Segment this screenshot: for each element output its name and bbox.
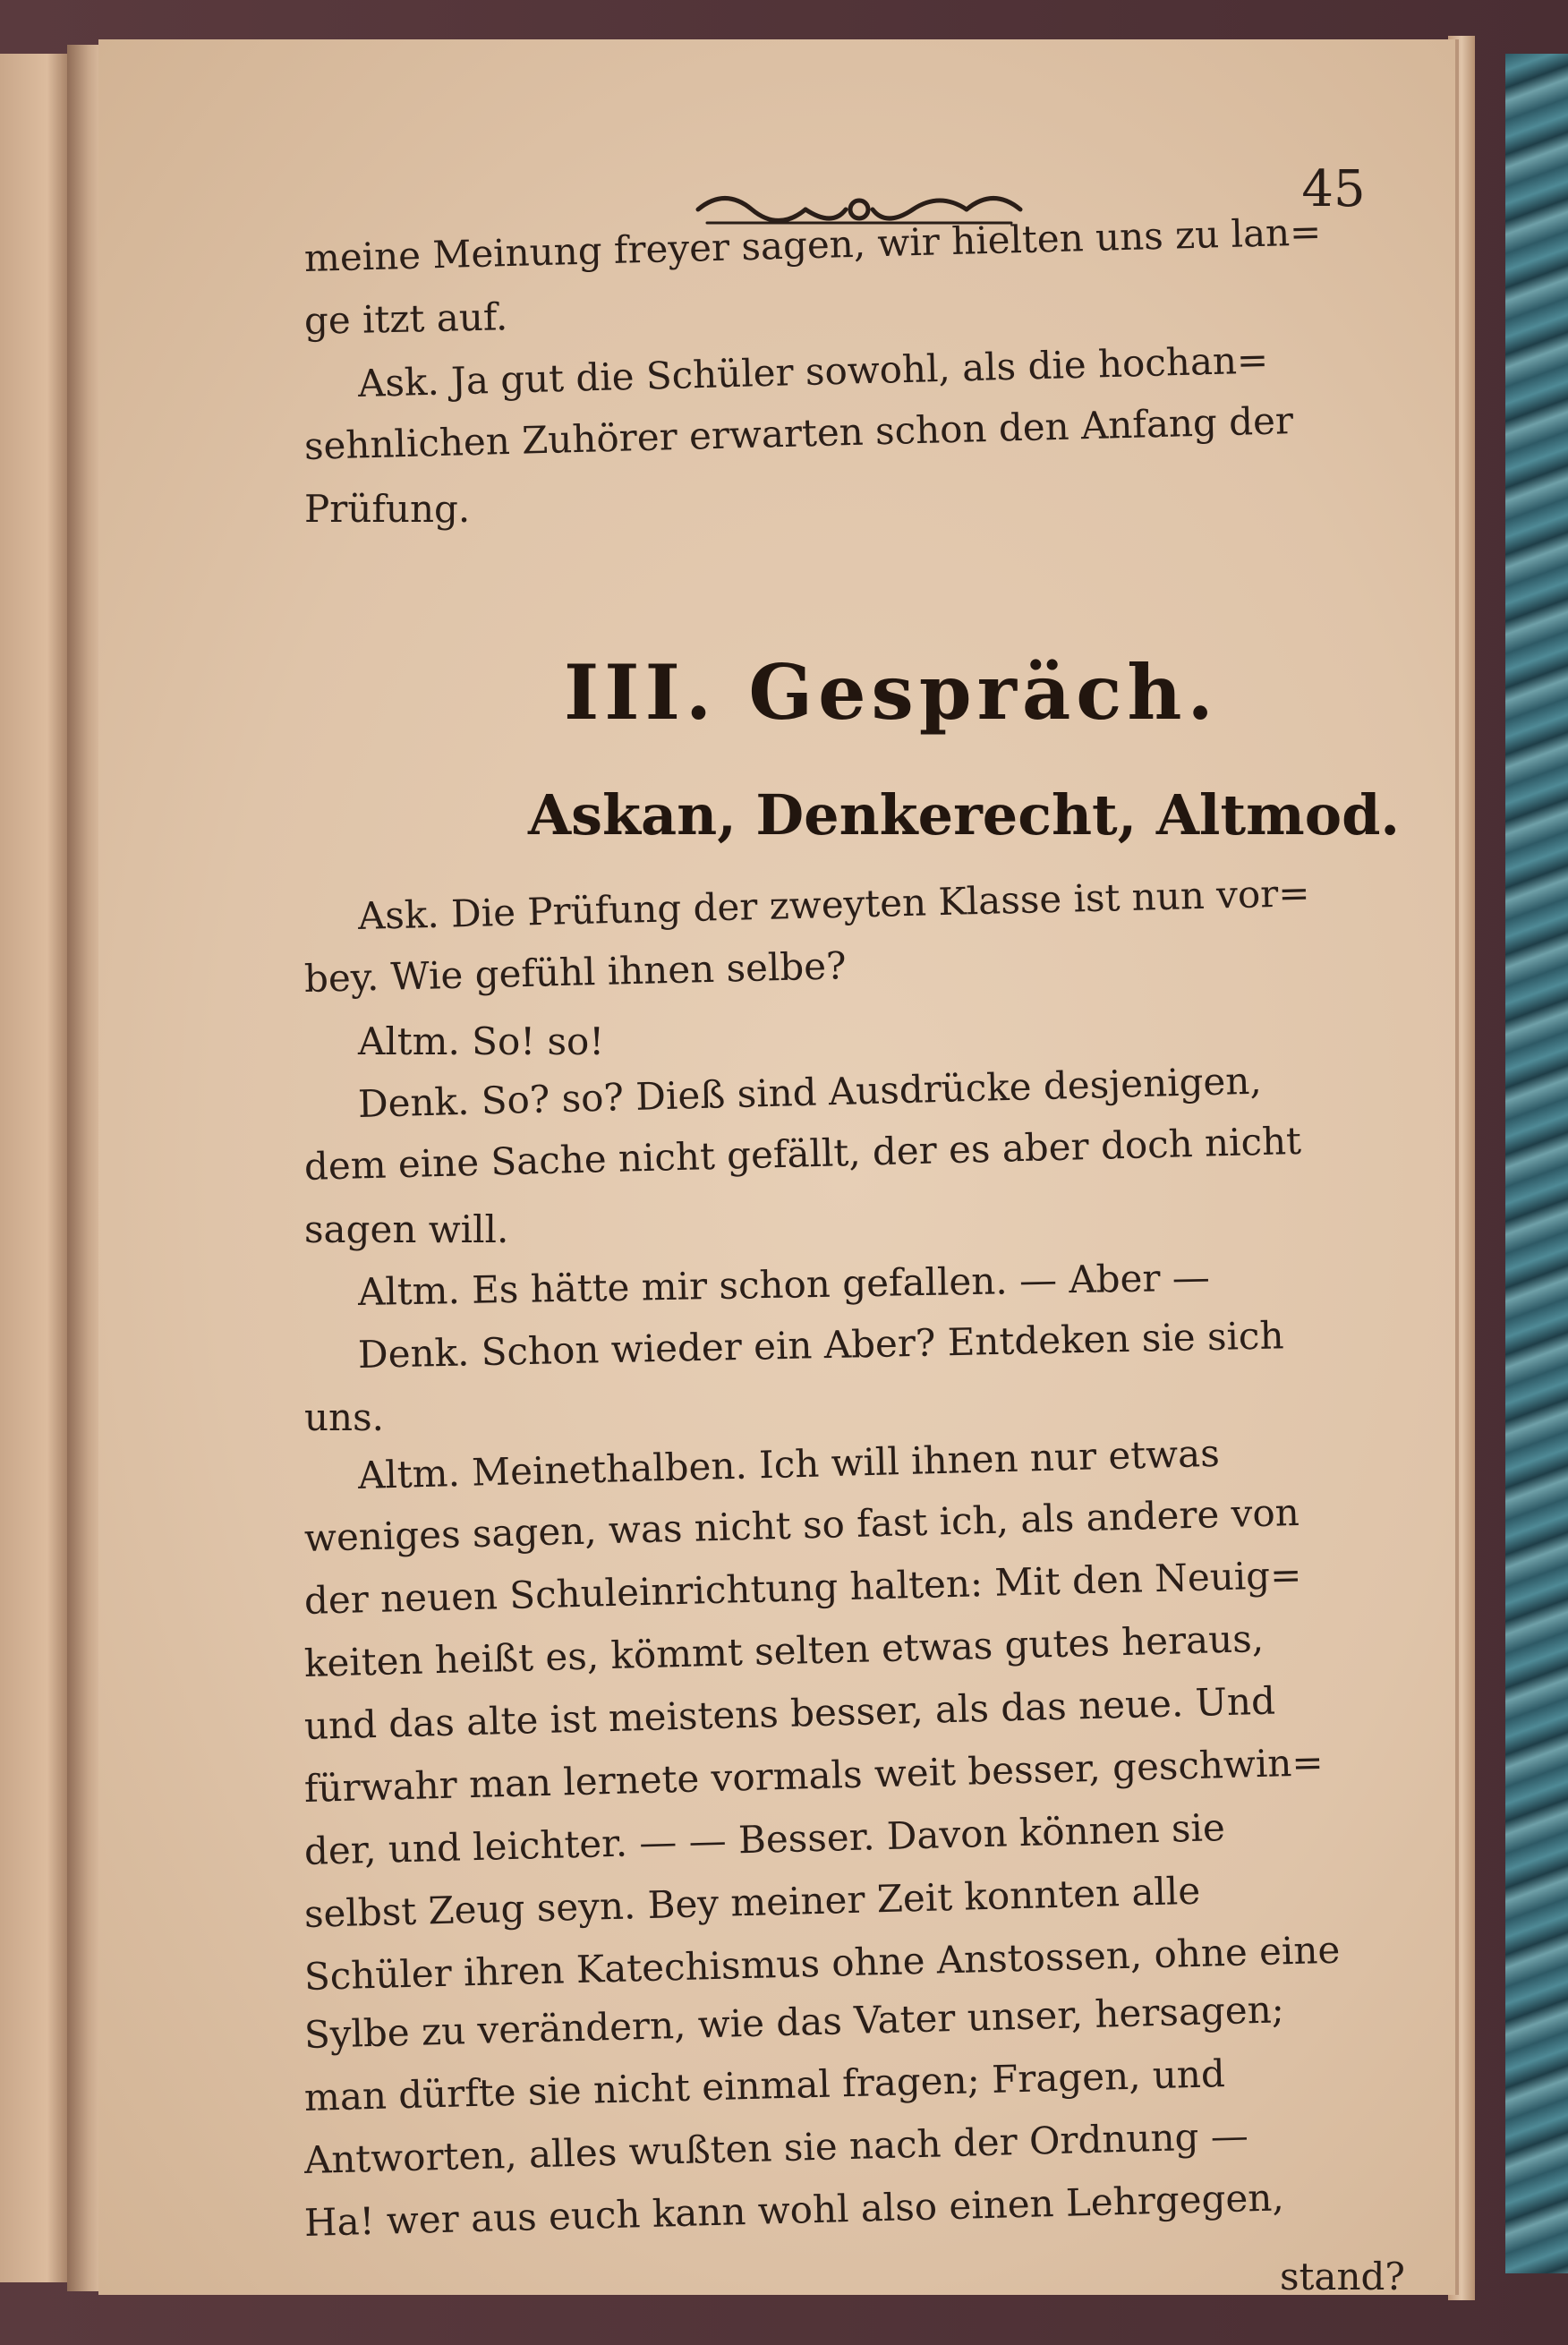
characters-line: Askan, Denkerecht, Altmod. — [528, 782, 1401, 848]
chapter-title: III. Gespräch. — [564, 648, 1219, 737]
dialogue-line: Denk. Schon wieder ein Aber? Entdeken sie sich — [357, 1313, 1284, 1377]
dialogue-line: Altm. Meinethalben. Ich will ihnen nur etwas — [357, 1430, 1221, 1497]
text-line: sehnlichen Zuhörer erwarten schon den Anfang der — [303, 398, 1294, 468]
dialogue-line: weniges sagen, was nicht so fast ich, als andere von — [303, 1489, 1300, 1560]
marbled-cover-edge — [1505, 54, 1568, 2273]
dialogue-line: dem eine Sache nicht gefällt, der es aber doch nicht — [303, 1118, 1302, 1189]
catchword: stand? — [1280, 2255, 1405, 2298]
dialogue-line: Schüler ihren Katechismus ohne Anstossen, ohne eine — [303, 1927, 1341, 1999]
text-line: Ask. Ja gut die Schüler sowohl, als die hochan= — [357, 337, 1269, 405]
book-gutter — [67, 45, 103, 2291]
dialogue-line: uns. — [304, 1395, 385, 1439]
dialogue-line: man dürfte sie nicht einmal fragen; Fragen, und — [303, 2051, 1226, 2119]
dialogue-line: Antworten, alles wußten sie nach der Ordnung — — [303, 2113, 1249, 2182]
dialogue-line: der, und leichter. — — Besser. Davon können sie — [303, 1805, 1226, 1873]
text-line: ge itzt auf. — [303, 294, 508, 343]
dialogue-line: Ask. Die Prüfung der zweyten Klasse ist nun vor= — [357, 871, 1311, 938]
text-line: meine Meinung freyer sagen, wir hielten uns zu lan= — [303, 209, 1322, 280]
dialogue-line: Denk. So? so? Dieß sind Ausdrücke desjenigen, — [357, 1058, 1263, 1126]
dialogue-line: bey. Wie gefühl ihnen selbe? — [303, 943, 848, 1001]
text-line: Prüfung. — [304, 487, 471, 531]
dialogue-line: Sylbe zu verändern, wie das Vater unser, hersagen; — [303, 1987, 1285, 2057]
dialogue-line: selbst Zeug seyn. Bey meiner Zeit konnten alle — [303, 1868, 1201, 1936]
left-page-edge — [0, 54, 69, 2282]
dialogue-line: Ha! wer aus euch kann wohl also einen Lehrgegen, — [303, 2175, 1285, 2245]
dialogue-line: Altm. Es hätte mir schon gefallen. — Aber — — [357, 1255, 1211, 1314]
page-number: 45 — [1301, 160, 1366, 218]
dialogue-line: fürwahr man lernete vormals weit besser, geschwin= — [303, 1740, 1325, 1811]
dialogue-line: Altm. So! so! — [358, 1019, 605, 1063]
dialogue-line: und das alte ist meistens besser, als das neue. Und — [303, 1678, 1276, 1748]
dialogue-line: der neuen Schuleinrichtung halten: Mit den Neuig= — [303, 1552, 1302, 1623]
book-page — [98, 39, 1459, 2298]
dialogue-line: sagen will. — [304, 1207, 509, 1251]
dialogue-line: keiten heißt es, kömmt selten etwas gutes heraus, — [303, 1616, 1265, 1685]
